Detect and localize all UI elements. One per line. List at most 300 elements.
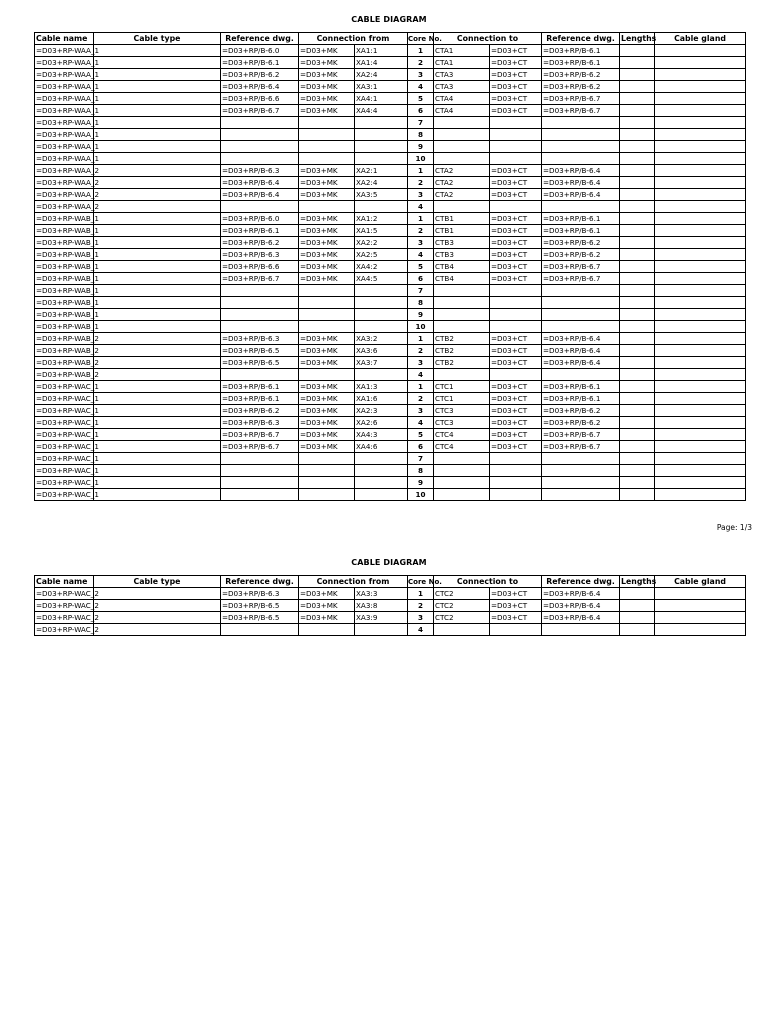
length-cell [620, 333, 655, 345]
connection-from-device-cell [299, 624, 355, 636]
core-number-cell: 6 [408, 273, 434, 285]
connection-from-terminal-cell: XA1:4 [355, 57, 408, 69]
reference-dwg-to-cell: =D03+RP/B-6.1 [542, 393, 620, 405]
connection-to-device-cell: =D03+CT [490, 45, 542, 57]
connection-from-terminal-cell [355, 129, 408, 141]
table-row [35, 177, 746, 189]
header-core-no: Core No. [408, 577, 442, 586]
header-row [35, 33, 746, 45]
core-number-cell: 7 [408, 453, 434, 465]
reference-dwg-to-cell: =D03+RP/B-6.7 [542, 429, 620, 441]
cable-gland-cell [655, 117, 746, 129]
connection-to-device-cell: =D03+CT [490, 189, 542, 201]
connection-from-device-cell: =D03+MK [299, 237, 355, 249]
reference-dwg-from-cell: =D03+RP/B-6.7 [221, 441, 299, 453]
cable-name-cell: =D03+RP-WAA_2 [36, 202, 100, 211]
connection-from-device-cell: =D03+MK [299, 213, 355, 225]
connection-from-device-cell: =D03+MK [299, 93, 355, 105]
connection-from-device-cell: =D03+MK [299, 588, 355, 600]
length-cell [620, 393, 655, 405]
connection-from-terminal-cell [355, 285, 408, 297]
core-number-cell: 1 [408, 213, 434, 225]
cable-gland-cell [655, 45, 746, 57]
cable-type-cell [94, 57, 221, 69]
length-cell [620, 225, 655, 237]
connection-to-terminal-cell [434, 465, 490, 477]
cable-name-cell: =D03+RP-WAB_1 [36, 298, 99, 307]
cable-type-cell [94, 261, 221, 273]
core-number-cell: 1 [408, 165, 434, 177]
cable-name-cell: =D03+RP-WAC_2 [36, 601, 99, 610]
connection-to-terminal-cell: CTA2 [434, 177, 490, 189]
cable-name-cell: =D03+RP-WAC_1 [36, 466, 99, 475]
connection-from-device-cell [299, 129, 355, 141]
reference-dwg-to-cell: =D03+RP/B-6.1 [542, 213, 620, 225]
cable-gland-cell [655, 441, 746, 453]
reference-dwg-from-cell [221, 297, 299, 309]
connection-to-device-cell: =D03+CT [490, 441, 542, 453]
connection-to-device-cell: =D03+CT [490, 273, 542, 285]
cable-type-cell [94, 441, 221, 453]
cable-name-cell: =D03+RP-WAB_2 [36, 358, 99, 367]
connection-to-terminal-cell [434, 453, 490, 465]
connection-to-device-cell: =D03+CT [490, 417, 542, 429]
core-number-cell: 6 [408, 105, 434, 117]
length-cell [620, 189, 655, 201]
connection-to-terminal-cell [434, 201, 490, 213]
connection-from-device-cell: =D03+MK [299, 105, 355, 117]
connection-from-device-cell: =D03+MK [299, 381, 355, 393]
cable-name-cell: =D03+RP-WAB_1 [36, 322, 99, 331]
cable-name-cell: =D03+RP-WAA_2 [36, 178, 100, 187]
length-cell [620, 345, 655, 357]
cable-gland-cell [655, 333, 746, 345]
core-number-cell: 1 [408, 588, 434, 600]
cable-type-cell [94, 237, 221, 249]
core-number-cell: 9 [408, 141, 434, 153]
connection-from-device-cell: =D03+MK [299, 612, 355, 624]
cable-gland-cell [655, 261, 746, 273]
cable-type-cell [94, 381, 221, 393]
cable-name-cell: =D03+RP-WAB_2 [36, 334, 99, 343]
connection-to-terminal-cell: CTB4 [434, 273, 490, 285]
table-row [35, 345, 746, 357]
connection-to-terminal-cell: CTC1 [434, 381, 490, 393]
reference-dwg-from-cell: =D03+RP/B-6.2 [221, 405, 299, 417]
page-number: Page: 1/3 [716, 523, 752, 532]
cable-name-cell: =D03+RP-WAA_1 [36, 142, 100, 151]
connection-to-terminal-cell [434, 489, 490, 501]
connection-from-device-cell [299, 201, 355, 213]
reference-dwg-to-cell: =D03+RP/B-6.4 [542, 165, 620, 177]
core-number-cell: 5 [408, 429, 434, 441]
connection-to-device-cell: =D03+CT [490, 600, 542, 612]
table-row [35, 93, 746, 105]
length-cell [620, 297, 655, 309]
cable-name-cell: =D03+RP-WAA_1 [36, 46, 100, 55]
table-row [35, 165, 746, 177]
cable-gland-cell [655, 177, 746, 189]
length-cell [620, 357, 655, 369]
length-cell [620, 309, 655, 321]
cable-type-cell [94, 165, 221, 177]
cable-table-2 [34, 575, 746, 636]
cable-name-cell: =D03+RP-WAC_1 [36, 442, 99, 451]
length-cell [620, 612, 655, 624]
length-cell [620, 285, 655, 297]
connection-to-terminal-cell: CTB3 [434, 237, 490, 249]
connection-to-device-cell: =D03+CT [490, 612, 542, 624]
connection-to-terminal-cell: CTC2 [434, 612, 490, 624]
core-number-cell: 8 [408, 465, 434, 477]
reference-dwg-from-cell: =D03+RP/B-6.3 [221, 417, 299, 429]
reference-dwg-to-cell [542, 297, 620, 309]
cable-name-cell: =D03+RP-WAB_1 [36, 250, 99, 259]
reference-dwg-to-cell: =D03+RP/B-6.4 [542, 345, 620, 357]
connection-from-terminal-cell [355, 477, 408, 489]
table-row [35, 393, 746, 405]
core-number-cell: 2 [408, 393, 434, 405]
connection-from-terminal-cell [355, 321, 408, 333]
core-number-cell: 3 [408, 612, 434, 624]
header-connection-to: Connection to [434, 33, 542, 45]
cable-gland-cell [655, 369, 746, 381]
cable-type-cell [94, 189, 221, 201]
reference-dwg-from-cell: =D03+RP/B-6.0 [221, 213, 299, 225]
reference-dwg-from-cell: =D03+RP/B-6.1 [221, 393, 299, 405]
connection-from-terminal-cell: XA3:9 [355, 612, 408, 624]
length-cell [620, 237, 655, 249]
cable-name-cell: =D03+RP-WAB_1 [36, 238, 99, 247]
cable-name-cell: =D03+RP-WAC_1 [36, 418, 99, 427]
table-row [35, 588, 746, 600]
reference-dwg-from-cell [221, 201, 299, 213]
connection-to-terminal-cell: CTB1 [434, 225, 490, 237]
length-cell [620, 477, 655, 489]
reference-dwg-from-cell [221, 285, 299, 297]
connection-to-terminal-cell [434, 141, 490, 153]
cable-type-cell [94, 177, 221, 189]
core-number-cell: 7 [408, 285, 434, 297]
table-row [35, 465, 746, 477]
connection-to-device-cell: =D03+CT [490, 357, 542, 369]
cable-gland-cell [655, 225, 746, 237]
table-row [35, 273, 746, 285]
core-number-cell: 9 [408, 309, 434, 321]
cable-type-cell [94, 213, 221, 225]
core-number-cell: 1 [408, 45, 434, 57]
connection-to-device-cell [490, 477, 542, 489]
table-row [35, 213, 746, 225]
connection-to-terminal-cell: CTC3 [434, 417, 490, 429]
cable-type-cell [94, 588, 221, 600]
connection-from-terminal-cell: XA3:8 [355, 600, 408, 612]
reference-dwg-to-cell [542, 117, 620, 129]
reference-dwg-to-cell: =D03+RP/B-6.7 [542, 261, 620, 273]
cable-name-cell: =D03+RP-WAC_1 [36, 430, 99, 439]
core-number-cell: 4 [408, 624, 434, 636]
connection-to-device-cell: =D03+CT [490, 261, 542, 273]
length-cell [620, 429, 655, 441]
core-number-cell: 9 [408, 477, 434, 489]
header-cable-gland: Cable gland [655, 576, 746, 588]
connection-from-device-cell: =D03+MK [299, 345, 355, 357]
length-cell [620, 45, 655, 57]
core-number-cell: 10 [408, 489, 434, 501]
reference-dwg-to-cell: =D03+RP/B-6.4 [542, 177, 620, 189]
cable-name-cell: =D03+RP-WAA_1 [36, 94, 100, 103]
connection-to-terminal-cell: CTC3 [434, 405, 490, 417]
page-title-2: CABLE DIAGRAM [351, 558, 427, 567]
cable-gland-cell [655, 201, 746, 213]
connection-from-terminal-cell: XA2:2 [355, 237, 408, 249]
reference-dwg-to-cell [542, 201, 620, 213]
header-connection-to: Connection to [434, 576, 542, 588]
connection-to-device-cell: =D03+CT [490, 405, 542, 417]
connection-from-device-cell [299, 285, 355, 297]
connection-to-device-cell [490, 153, 542, 165]
cable-name-cell: =D03+RP-WAB_2 [36, 370, 99, 379]
reference-dwg-from-cell: =D03+RP/B-6.5 [221, 357, 299, 369]
cable-name-cell: =D03+RP-WAA_1 [36, 106, 100, 115]
cable-gland-cell [655, 381, 746, 393]
connection-to-terminal-cell: CTA4 [434, 93, 490, 105]
connection-from-terminal-cell: XA1:3 [355, 381, 408, 393]
connection-from-terminal-cell [355, 117, 408, 129]
reference-dwg-to-cell [542, 453, 620, 465]
connection-to-terminal-cell: CTC1 [434, 393, 490, 405]
core-number-cell: 2 [408, 345, 434, 357]
cable-type-cell [94, 393, 221, 405]
connection-from-device-cell: =D03+MK [299, 189, 355, 201]
reference-dwg-from-cell [221, 309, 299, 321]
reference-dwg-from-cell: =D03+RP/B-6.2 [221, 69, 299, 81]
cable-name-cell: =D03+RP-WAA_1 [36, 154, 100, 163]
table-row [35, 417, 746, 429]
length-cell [620, 381, 655, 393]
reference-dwg-from-cell: =D03+RP/B-6.7 [221, 429, 299, 441]
reference-dwg-from-cell: =D03+RP/B-6.1 [221, 225, 299, 237]
core-number-cell: 2 [408, 600, 434, 612]
core-number-cell: 5 [408, 93, 434, 105]
connection-from-device-cell [299, 321, 355, 333]
connection-to-device-cell: =D03+CT [490, 93, 542, 105]
table-row [35, 369, 746, 381]
cable-gland-cell [655, 357, 746, 369]
cable-type-cell [94, 285, 221, 297]
connection-to-terminal-cell [434, 321, 490, 333]
reference-dwg-from-cell [221, 117, 299, 129]
connection-to-device-cell [490, 321, 542, 333]
cable-gland-cell [655, 129, 746, 141]
page-title: CABLE DIAGRAM [351, 15, 427, 24]
length-cell [620, 441, 655, 453]
cable-name-cell: =D03+RP-WAA_1 [36, 130, 100, 139]
cable-type-cell [94, 600, 221, 612]
length-cell [620, 465, 655, 477]
connection-to-device-cell: =D03+CT [490, 237, 542, 249]
connection-to-terminal-cell [434, 285, 490, 297]
cable-name-cell: =D03+RP-WAC_1 [36, 454, 99, 463]
table-row [35, 81, 746, 93]
cable-type-cell [94, 141, 221, 153]
cable-type-cell [94, 297, 221, 309]
length-cell [620, 321, 655, 333]
reference-dwg-from-cell [221, 321, 299, 333]
connection-from-terminal-cell: XA3:1 [355, 81, 408, 93]
cable-name-cell: =D03+RP-WAA_1 [36, 82, 100, 91]
connection-from-device-cell: =D03+MK [299, 429, 355, 441]
cable-name-cell: =D03+RP-WAC_1 [36, 478, 99, 487]
header-cable-name: Cable name [35, 576, 94, 588]
connection-to-terminal-cell: CTC4 [434, 429, 490, 441]
connection-to-device-cell [490, 285, 542, 297]
core-number-cell: 5 [408, 261, 434, 273]
cable-gland-cell [655, 93, 746, 105]
cable-type-cell [94, 225, 221, 237]
cable-gland-cell [655, 297, 746, 309]
connection-from-terminal-cell [355, 453, 408, 465]
reference-dwg-to-cell: =D03+RP/B-6.7 [542, 273, 620, 285]
connection-to-device-cell: =D03+CT [490, 57, 542, 69]
connection-to-device-cell: =D03+CT [490, 429, 542, 441]
table-row [35, 201, 746, 213]
cable-gland-cell [655, 57, 746, 69]
cable-type-cell [94, 249, 221, 261]
connection-to-terminal-cell: CTA2 [434, 189, 490, 201]
connection-from-terminal-cell: XA1:1 [355, 45, 408, 57]
length-cell [620, 165, 655, 177]
reference-dwg-from-cell: =D03+RP/B-6.5 [221, 612, 299, 624]
cable-gland-cell [655, 105, 746, 117]
reference-dwg-from-cell: =D03+RP/B-6.3 [221, 588, 299, 600]
reference-dwg-from-cell [221, 453, 299, 465]
reference-dwg-from-cell: =D03+RP/B-6.5 [221, 600, 299, 612]
header-cable-type: Cable type [94, 576, 221, 588]
reference-dwg-from-cell: =D03+RP/B-6.6 [221, 93, 299, 105]
length-cell [620, 81, 655, 93]
reference-dwg-from-cell [221, 369, 299, 381]
core-number-cell: 6 [408, 441, 434, 453]
connection-from-terminal-cell [355, 309, 408, 321]
connection-from-terminal-cell [355, 465, 408, 477]
length-cell [620, 57, 655, 69]
connection-to-terminal-cell: CTC2 [434, 600, 490, 612]
table-row [35, 453, 746, 465]
cable-type-cell [94, 453, 221, 465]
cable-name-cell: =D03+RP-WAB_1 [36, 226, 99, 235]
connection-from-device-cell: =D03+MK [299, 225, 355, 237]
connection-to-terminal-cell: CTA4 [434, 105, 490, 117]
core-number-cell: 3 [408, 189, 434, 201]
cable-type-cell [94, 624, 221, 636]
reference-dwg-from-cell: =D03+RP/B-6.7 [221, 273, 299, 285]
table-row [35, 261, 746, 273]
table-row [35, 333, 746, 345]
reference-dwg-to-cell [542, 321, 620, 333]
connection-to-terminal-cell: CTA3 [434, 81, 490, 93]
table-row [35, 309, 746, 321]
connection-from-device-cell: =D03+MK [299, 393, 355, 405]
connection-to-terminal-cell [434, 153, 490, 165]
connection-from-terminal-cell: XA3:2 [355, 333, 408, 345]
header-reference-dwg-from: Reference dwg. [221, 576, 299, 588]
cable-name-cell: =D03+RP-WAA_2 [36, 166, 100, 175]
length-cell [620, 453, 655, 465]
connection-to-terminal-cell: CTA2 [434, 165, 490, 177]
cable-type-cell [94, 465, 221, 477]
cable-name-cell: =D03+RP-WAA_1 [36, 58, 100, 67]
table-row [35, 600, 746, 612]
connection-from-terminal-cell: XA4:2 [355, 261, 408, 273]
connection-from-device-cell [299, 489, 355, 501]
cable-name-cell: =D03+RP-WAA_1 [36, 70, 100, 79]
reference-dwg-to-cell [542, 465, 620, 477]
connection-from-terminal-cell: XA1:5 [355, 225, 408, 237]
cable-gland-cell [655, 141, 746, 153]
connection-to-terminal-cell: CTB2 [434, 357, 490, 369]
connection-from-device-cell: =D03+MK [299, 441, 355, 453]
connection-from-device-cell: =D03+MK [299, 57, 355, 69]
cable-gland-cell [655, 489, 746, 501]
header-reference-dwg-to: Reference dwg. [542, 33, 620, 45]
cable-name-cell: =D03+RP-WAC_1 [36, 394, 99, 403]
table-row [35, 237, 746, 249]
reference-dwg-from-cell: =D03+RP/B-6.4 [221, 177, 299, 189]
connection-from-terminal-cell: XA2:6 [355, 417, 408, 429]
connection-from-terminal-cell [355, 201, 408, 213]
cable-type-cell [94, 45, 221, 57]
reference-dwg-to-cell: =D03+RP/B-6.2 [542, 81, 620, 93]
cable-gland-cell [655, 237, 746, 249]
reference-dwg-to-cell: =D03+RP/B-6.2 [542, 237, 620, 249]
connection-to-device-cell [490, 117, 542, 129]
cable-type-cell [94, 429, 221, 441]
connection-from-terminal-cell [355, 369, 408, 381]
connection-from-terminal-cell [355, 141, 408, 153]
reference-dwg-from-cell: =D03+RP/B-6.0 [221, 45, 299, 57]
header-core-no: Core No. [408, 34, 442, 43]
reference-dwg-from-cell: =D03+RP/B-6.3 [221, 249, 299, 261]
connection-to-terminal-cell: CTA1 [434, 57, 490, 69]
cable-name-cell: =D03+RP-WAC_1 [36, 406, 99, 415]
cable-type-cell [94, 489, 221, 501]
table-row [35, 249, 746, 261]
core-number-cell: 4 [408, 201, 434, 213]
connection-from-device-cell [299, 117, 355, 129]
length-cell [620, 624, 655, 636]
reference-dwg-from-cell: =D03+RP/B-6.5 [221, 345, 299, 357]
reference-dwg-to-cell: =D03+RP/B-6.2 [542, 405, 620, 417]
reference-dwg-from-cell: =D03+RP/B-6.3 [221, 333, 299, 345]
table-row [35, 129, 746, 141]
cable-name-cell: =D03+RP-WAB_1 [36, 286, 99, 295]
length-cell [620, 129, 655, 141]
length-cell [620, 489, 655, 501]
connection-from-terminal-cell: XA1:6 [355, 393, 408, 405]
cable-type-cell [94, 333, 221, 345]
connection-to-terminal-cell [434, 297, 490, 309]
reference-dwg-from-cell: =D03+RP/B-6.6 [221, 261, 299, 273]
connection-from-device-cell: =D03+MK [299, 81, 355, 93]
connection-to-terminal-cell: CTB3 [434, 249, 490, 261]
connection-from-device-cell: =D03+MK [299, 69, 355, 81]
header-cable-type: Cable type [94, 33, 221, 45]
reference-dwg-from-cell [221, 465, 299, 477]
connection-to-device-cell: =D03+CT [490, 249, 542, 261]
connection-to-terminal-cell: CTB1 [434, 213, 490, 225]
cable-gland-cell [655, 405, 746, 417]
